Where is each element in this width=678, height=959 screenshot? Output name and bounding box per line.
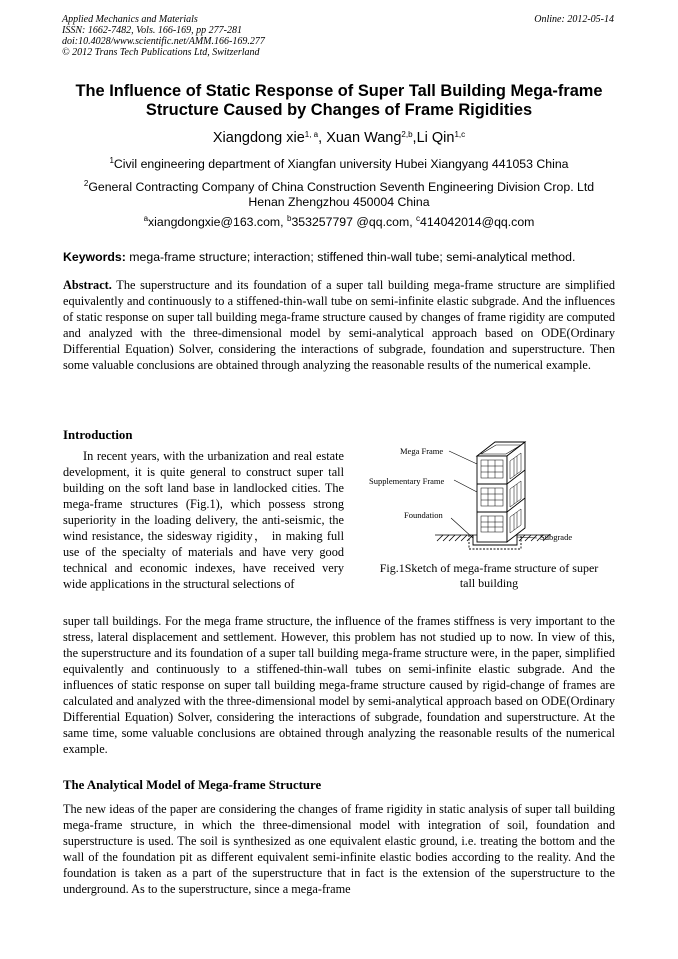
doi-line[interactable]: doi:10.4028/www.scientific.net/AMM.166-169.277 [62,36,265,47]
journal-header [62,14,265,58]
email-sup: a [143,214,149,223]
author-name: Li Qin [416,130,455,146]
email-link[interactable]: xiangdongxie@163.com, [148,215,287,229]
email-sup: c [416,214,421,223]
abstract-text: The superstructure and its foundation of a super tall building mega-frame structure are simplified equivalently and continuously to a stiffened-thin-wall tube on semi-infinite elastic subgrade. And the influences of static response on super tall building mega-frame structure caused by changes of frame rigidity are computed and analyzed with the three-dimensional model by semi-analytical approach based on ODE(Ordinary Differential Equation) Solver, considering the interactions of subgrade, foundation and superstructure. Then some valuable conclusions are obtained through analyzing the reasonable results of the numerical example. [63,278,615,372]
affiliation-text: General Contracting Company of China Construction Seventh Engineering Division Crop. Ltd [88,180,595,194]
affiliation-sup: 1 [109,156,114,165]
figure-caption [364,561,614,591]
section-heading: Introduction [63,428,133,442]
label-foundation: Foundation [404,510,443,520]
author-list [60,130,618,146]
keywords [63,250,623,264]
copyright-line: © 2012 Trans Tech Publications Ltd, Switzerland [62,47,260,58]
caption-line: tall building [459,576,519,590]
label-subgrade: Subgrade [540,532,573,542]
author-sep: , [412,130,417,146]
online-date: Online: 2012-05-14 [534,14,614,25]
affiliation-1 [60,157,618,172]
abstract-label: Abstract. [63,278,112,292]
affiliation-sup: 2 [83,179,89,188]
title-line-2: Structure Caused by Changes of Frame Rigidities [145,101,533,119]
title-line-1: The Influence of Static Response of Super Tall Building Mega-frame [75,82,603,100]
author-name: Xiangdong xie [212,130,305,146]
section-heading: The Analytical Model of Mega-frame Structure [63,778,322,792]
author-sup: 2,b [401,130,413,139]
abstract [63,277,615,373]
keywords-label: Keywords: [63,250,126,264]
email-link[interactable]: 414042014@qq.com [420,215,535,229]
author-emails [60,215,618,230]
caption-line: Fig.1Sketch of mega-frame structure of super [379,561,599,575]
email-sup: b [286,214,292,223]
author-sep: , [318,130,327,146]
affiliation-text: Henan Zhengzhou 450004 China [248,195,430,209]
keywords-text: mega-frame structure; interaction; stiffened thin-wall tube; semi-analytical method. [125,250,576,264]
intro-column-text: In recent years, with the urbanization and real estate development, it is quite general to construct super tall building on the soft land base in landlocked cities. The mega-frame structures (Fig.1), which possess strong superiority in the loading delivery, the anti-seismic, the wind resistance, the sidesway rigidity， in making full use of the specialty of materials and have very good technical and economic indexes, have received very wide applications in the structural selections of [63,449,344,591]
intro-full-text: super tall buildings. For the mega frame structure, the influence of the frames stiffness is very important to the stress, lateral displacement and settlement. However, this problem has not studied up to now. In view of this, the superstructure and its foundation of a super tall building mega-frame structure were, in the paper, simplified equivalently and continuously to a stiffened-thin-wall tubes on semi-infinite elastic subgrade. And the influences of static response on super tall building mega-frame structure caused by rigid-change of frames are calculated and analyzed with the three-dimensional model by semi-analytical approach based on ODE(Ordinary Differential Equation) Solver, considering the interactions of subgrade, foundation and superstructure. At the same time, some valuable conclusions are obtained through analyzing the reasonable results of the numerical example. [63,614,615,756]
issn-line: ISSN: 1662-7482, Vols. 166-169, pp 277-281 [62,25,242,36]
author-name: Xuan Wang [326,130,402,146]
paper-title [60,82,618,120]
section2-text: The new ideas of the paper are considering the changes of frame rigidity in static analysis of super tall building mega-frame structure, in which the three-dimensional model with integration of soil, foundation and superstructure is used. The soil is synthesized as one equivalent elastic ground, i.e. treating the bottom and the wall of the foundation pit as different equivalent semi-infinite elastic bodies according to the reality. And the foundation is taken as a part of the superstructure that in fact is the extension of the superstructure to the underground. As to the superstructure, since a mega-frame [63,802,615,896]
author-sup: 1,c [454,130,466,139]
affiliation-2 [60,180,618,210]
label-mega-frame: Mega Frame [400,446,444,456]
email-link[interactable]: 353257797 @qq.com, [291,215,417,229]
journal-name: Applied Mechanics and Materials [62,14,198,25]
label-supplementary-frame: Supplementary Frame [369,476,445,486]
affiliation-text: Civil engineering department of Xiangfan university Hubei Xiangyang 441053 China [113,157,569,171]
author-sup: 1, a [304,130,319,139]
figure-1 [365,438,615,566]
